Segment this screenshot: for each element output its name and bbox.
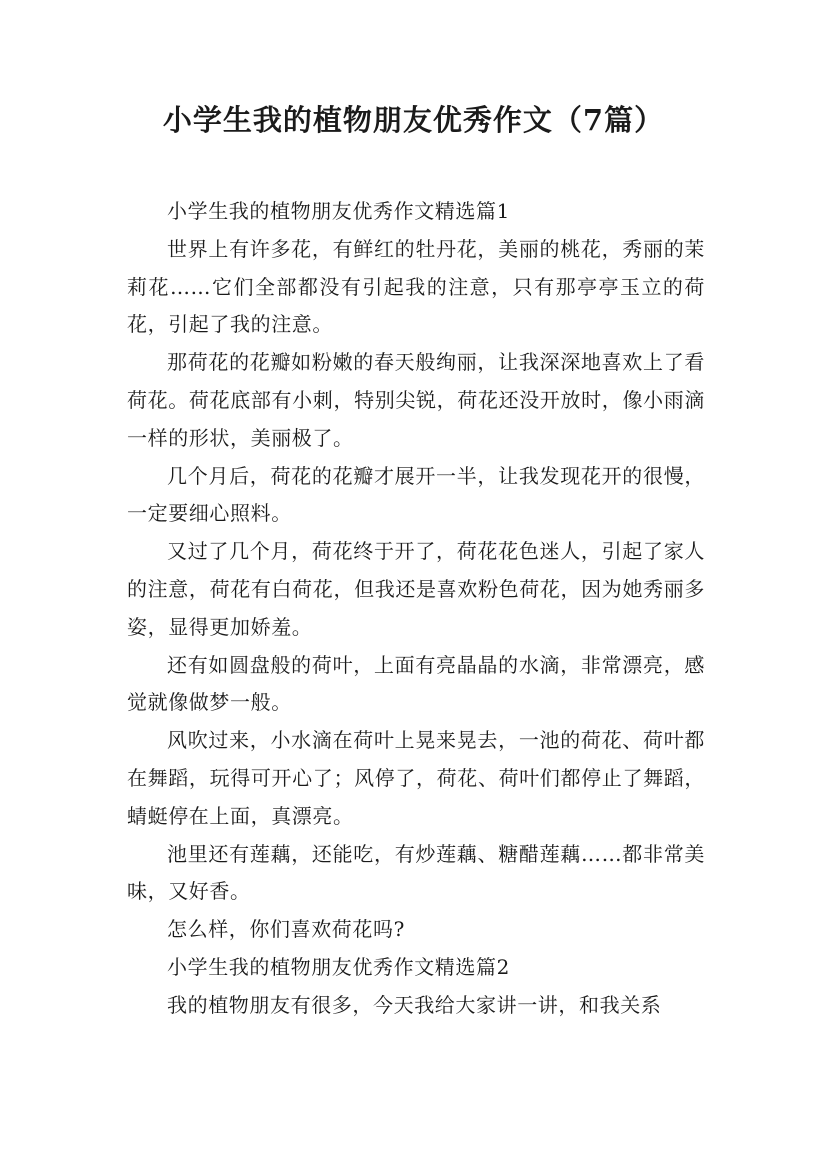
paragraph: 几个月后，荷花的花瓣才展开一半，让我发现花开的很慢，一定要细心照料。 (127, 463, 705, 526)
document-title: 小学生我的植物朋友优秀作文（7篇） (162, 103, 665, 137)
paragraph: 又过了几个月，荷花终于开了，荷花花色迷人，引起了家人的注意，荷花有白荷花，但我还是喜欢粉色荷花，因为她秀丽多姿，显得更加娇羞。 (127, 539, 705, 639)
paragraph: 世界上有许多花，有鲜红的牡丹花，美丽的桃花，秀丽的茉莉花……它们全部都没有引起我的注意，只有那亭亭玉立的荷花，引起了我的注意。 (127, 236, 705, 337)
paragraph: 池里还有莲藕，还能吃，有炒莲藕、糖醋莲藕……都非常美味，又好香。 (127, 841, 705, 904)
paragraph: 我的植物朋友有很多，今天我给大家讲一讲，和我关系 (167, 992, 662, 1017)
paragraph: 怎么样，你们喜欢荷花吗? (167, 917, 405, 942)
paragraph: 风吹过来，小水滴在荷叶上晃来晃去，一池的荷花、荷叶都在舞蹈，玩得可开心了；风停了，荷花、荷叶们都停止了舞蹈，蜻蜓停在上面，真漂亮。 (127, 728, 705, 828)
paragraph: 还有如圆盘般的荷叶，上面有亮晶晶的水滴，非常漂亮，感觉就像做梦一般。 (127, 652, 705, 715)
document-body (127, 193, 705, 1025)
section-heading-1: 小学生我的植物朋友优秀作文精选篇1 (167, 199, 510, 223)
paragraph: 那荷花的花瓣如粉嫩的春天般绚丽，让我深深地喜欢上了看荷花。荷花底部有小刺，特别尖锐，荷花还没开放时，像小雨滴一样的形状，美丽极了。 (127, 350, 705, 450)
section-heading-2: 小学生我的植物朋友优秀作文精选篇2 (167, 954, 510, 979)
